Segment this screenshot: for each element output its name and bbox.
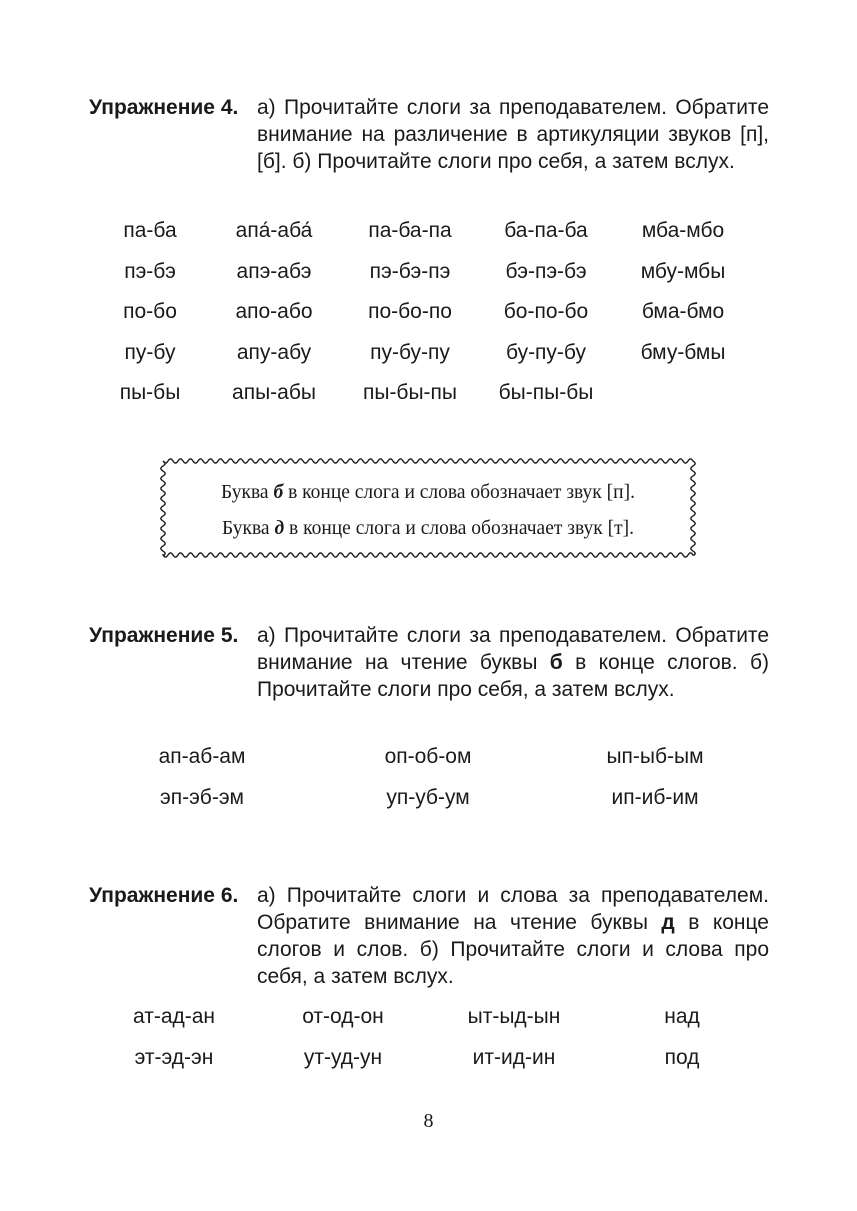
rule-line-2-prefix: Буква xyxy=(222,518,275,539)
exercise-6-label: Упражнение 6. xyxy=(89,884,239,907)
syllable-cell: эт-эд-эн xyxy=(134,1045,214,1069)
syllable-cell: апу-абу xyxy=(236,340,312,364)
syllable-cell: ит-ид-ин xyxy=(472,1045,556,1069)
syllable-cell: эп-эб-эм xyxy=(160,785,244,809)
syllable-cell: бы-пы-бы xyxy=(498,381,594,404)
syllable-cell: ба-па-ба xyxy=(504,219,588,242)
syllable-cell: бма-бмо xyxy=(641,300,725,323)
syllable-cell: апы-абы xyxy=(232,381,316,404)
exercise-5-text-bold: б xyxy=(549,651,563,674)
syllable-cell: уп-уб-ум xyxy=(386,785,470,809)
rule-line-2 xyxy=(158,518,698,540)
syllable-cell: ап-аб-ам xyxy=(158,745,246,768)
rule-box xyxy=(158,456,698,560)
exercise-5-instructions xyxy=(257,622,769,703)
syllable-cell: апэ-абэ xyxy=(236,259,312,283)
exercise-6-text-bold: д xyxy=(661,911,675,934)
syllable-cell: па-ба xyxy=(123,219,177,242)
syllable-cell: бо-по-бо xyxy=(503,300,589,323)
syllable-cell: ып-ыб-ым xyxy=(606,745,704,768)
exercise-4-header xyxy=(89,94,779,175)
exercise-5-header xyxy=(89,622,779,703)
syllable-cell: па-ба-па xyxy=(368,219,452,242)
exercise-4 xyxy=(89,94,779,175)
syllable-cell: апо-або xyxy=(235,300,313,323)
syllable-cell: пы-бы xyxy=(119,381,181,404)
exercise-5-text-before: а) Прочитайте слоги за преподавателем. Обратите внимание на чтение буквы xyxy=(257,624,769,674)
syllable-cell: над xyxy=(664,1005,700,1028)
exercise-6-header xyxy=(89,882,779,990)
syllable-cell: бу-пу-бу xyxy=(506,340,586,364)
rule-line-1-suffix: в конце слога и слова обозначает звук [п]. xyxy=(283,482,635,503)
exercise-6-instructions xyxy=(257,882,769,990)
syllable-cell: пэ-бэ-пэ xyxy=(369,259,451,283)
exercise-5-text-after: в конце слогов. б) Прочитайте слоги про себя, а затем вслух. xyxy=(257,651,769,701)
syllable-cell: под xyxy=(664,1045,700,1069)
rule-line-1 xyxy=(158,482,698,504)
exercise-5-label: Упражнение 5. xyxy=(89,624,239,647)
syllable-cell: пы-бы-пы xyxy=(362,381,458,404)
exercise-6-text-before: а) Прочитайте слоги и слова за преподавателем. Обратите внимание на чтение буквы xyxy=(257,884,769,934)
syllable-cell: по-бо xyxy=(123,300,177,323)
syllable-cell: оп-об-ом xyxy=(384,745,472,768)
syllable-cell: пэ-бэ xyxy=(124,259,176,283)
exercise-6-text-after: в конце слогов и слов. б) Прочитайте слоги и слова про себя, а затем вслух. xyxy=(257,911,769,988)
syllable-cell: бму-бмы xyxy=(640,340,726,364)
syllable-cell: бэ-пэ-бэ xyxy=(505,259,587,283)
syllable-cell: ут-уд-ун xyxy=(303,1045,383,1069)
syllable-cell: ыт-ыд-ын xyxy=(467,1005,561,1028)
page-number: 8 xyxy=(423,1110,434,1132)
exercise-5 xyxy=(89,622,779,703)
syllable-cell: пу-бу-пу xyxy=(370,340,450,364)
syllable-cell: по-бо-по xyxy=(368,300,452,323)
wavy-frame xyxy=(158,456,698,560)
rule-line-1-letter: б xyxy=(273,482,284,503)
rule-line-2-letter: д xyxy=(274,518,285,539)
rule-line-1-prefix: Буква xyxy=(221,482,274,503)
syllable-cell: мба-мбо xyxy=(641,219,725,242)
syllable-cell: ип-иб-им xyxy=(611,785,699,809)
syllable-cell: мбу-мбы xyxy=(640,259,726,283)
syllable-cell: ат-ад-ан xyxy=(132,1005,216,1028)
syllable-cell: пу-бу xyxy=(124,340,176,364)
exercise-6 xyxy=(89,882,779,990)
syllable-cell: апа́-аба́ xyxy=(235,219,313,242)
syllable-cell: от-од-он xyxy=(302,1005,384,1028)
rule-line-2-suffix: в конце слога и слова обозначает звук [т]. xyxy=(284,518,634,539)
exercise-4-label: Упражнение 4. xyxy=(89,96,239,119)
exercise-4-instructions: а) Прочитайте слоги за преподавателем. Обратите внимание на различение в артикуляции звуков [п], [б]. б) Прочитайте слоги про себя, а затем вслух. xyxy=(257,96,769,173)
